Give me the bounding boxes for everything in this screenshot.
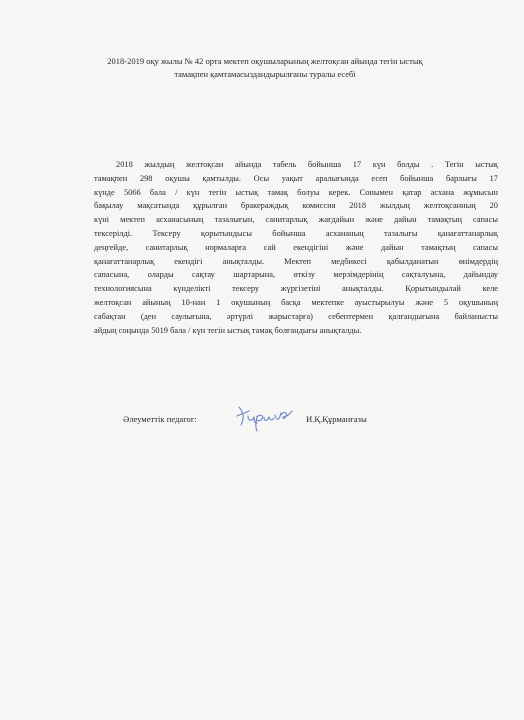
- report-body: [94, 158, 498, 337]
- body-line: 2018 жылдың желтоқсан айында табель бойынша 17 күн болды . Тегін ыстық: [116, 160, 498, 169]
- body-line: сапасына, оларды сақтау шартарына, өткізу мерзімдерінің сақталуына, дайындау: [94, 270, 498, 280]
- body-line: деңгейде, санитарлық нормаларға сай екендігіні және дайын тамақтың сапасы: [94, 242, 498, 252]
- signatory-role: Әлеуметтік педагог:: [123, 414, 197, 424]
- body-line: сабақтан (ден саулығына, әртүрлі жарыстарға) себептермен қалғандығына байланысты: [94, 311, 498, 321]
- title-line-2: тамақпен қамтамасыздандырылғаны туралы есебі: [174, 68, 356, 79]
- body-line: күні мектеп асханасының тазалығын, санитарлық жағдайын және дайын тамақтың сапасы: [94, 215, 498, 225]
- body-line: тексерілді. Тексеру қорытындысы бойынша асхананың тазалығы қанағаттанарлық: [94, 228, 498, 238]
- signatory-name: И.Қ.Құрманғазы: [306, 414, 367, 424]
- body-line: қанағаттанарлық екендігі анықталды. Мектеп медбикесі қабылданатын өнімдердің: [94, 256, 498, 266]
- handwritten-signature: [233, 403, 295, 433]
- body-line: желтоқсан айының 10-нан 1 оқушының басқа мектепке ауыстырылуы және 5 оқушының: [94, 297, 498, 307]
- body-line: тамақпен 298 оқушы қамтылды. Осы уақыт аралығында есеп бойынша барлығы 17: [94, 173, 498, 183]
- document-title: [40, 55, 490, 80]
- body-line: айдың соңында 5019 бала / күн тегін ыстық тамақ болғандығы анықталды.: [94, 325, 362, 335]
- signature-block: [123, 403, 423, 433]
- title-line-1: 2018-2019 оқу жылы № 42 орта мектеп оқушыларының желтоқсан айында тегін ыстық: [107, 56, 423, 66]
- body-line: күнде 5066 бала / күн тегін ыстық тамақ болуы керек. Сонымен қатар асхана жұмысын: [94, 187, 498, 197]
- body-line: технологиясына күнделікті тексеру жүргізетіні анықталды. Қорытындылай келе: [94, 284, 498, 294]
- body-line: бақылау мақсатында құрылған бракераждық комиссия 2018 жылдың желтоқсанның 20: [94, 201, 498, 211]
